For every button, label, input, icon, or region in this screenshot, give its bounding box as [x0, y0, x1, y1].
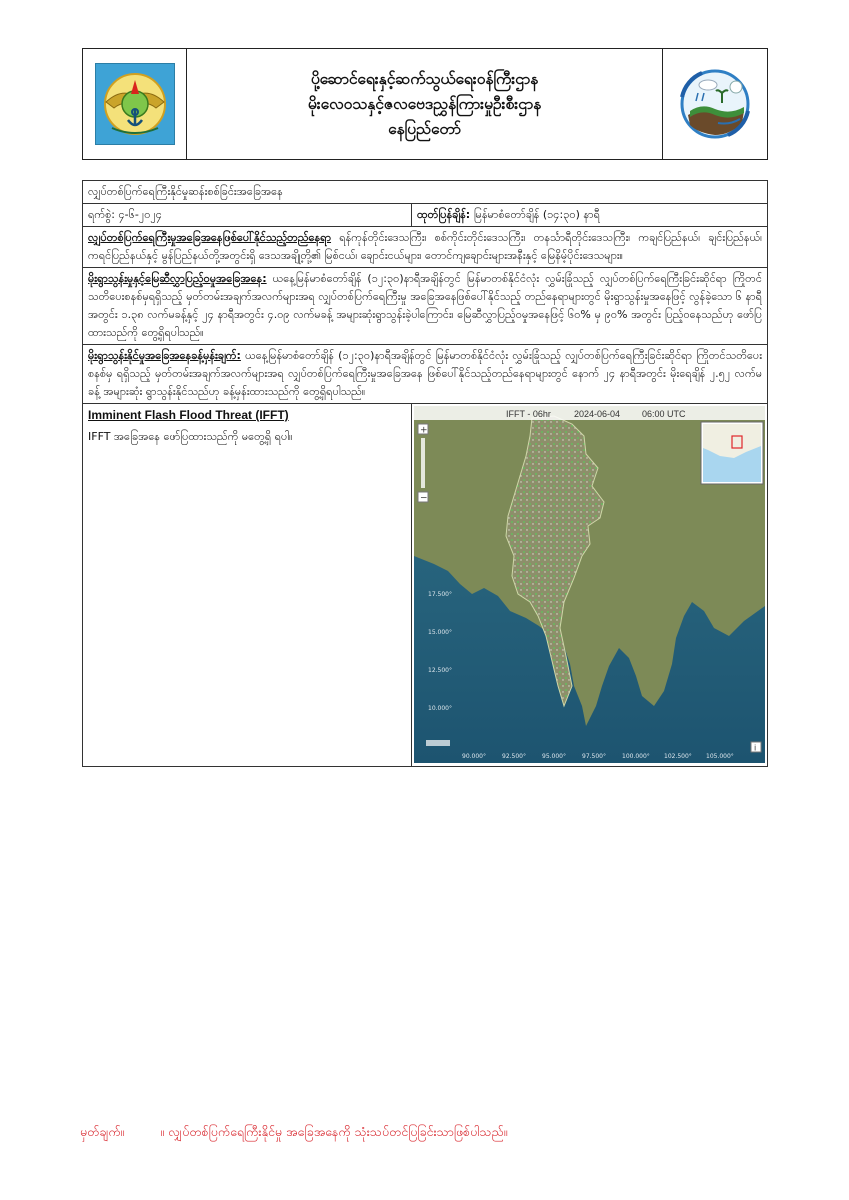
ministry-title — [187, 49, 663, 159]
affected-areas-text: ရန်ကုန်တိုင်းဒေသကြီး၊ စစ်ကိုင်းတိုင်းဒေသကြီး၊ တနင်္သာရီတိုင်းဒေသကြီး၊ ကချင်ပြည်နယ်၊ ချင်းပြည်နယ်၊ ကရင်ပြည်နယ်နှင့် မွန်ပြည်နယ်တို့အတွင်းရှိ ဒေသအချို့တို့၏ မြစ်ငယ်၊ ချောင်းငယ်များ၊ တောင်ကျချောင်းများအနီးနှင့် မြေနိမ့်ပိုင်းဒေသများ။ — [88, 231, 762, 262]
bulletin-title: လျှပ်တစ်ပြက်ရေကြီးနိုင်မှုဆန်းစစ်ခြင်းအခြေအနေ — [83, 181, 768, 204]
footer-note — [80, 1124, 507, 1143]
lat-label: 15.000° — [428, 629, 452, 636]
issue-time-label: ထုတ်ပြန်ချိန်: — [417, 208, 471, 221]
lat-label: 17.500° — [428, 591, 452, 598]
ministry-name: ပို့ဆောင်ရေးနှင့်ဆက်သွယ်ရေးဝန်ကြီးဌာန — [310, 69, 539, 88]
rainfall-forecast-text: ယနေ့မြန်မာစံတော်ချိန် (၁၂:၃၀)နာရီအချိန်တွင် မြန်မာတစ်နိုင်ငံလုံး လွှမ်းခြုံသည့် လျှပ်တစ်ပြက်ရေကြီးခြင်းဆိုင်ရာ ကြိုတင်သတိပေးစနစ်မှ ရရှိသည့် မှတ်တမ်းအချက်အလက်များအရ လျှပ်တစ်ပြက်ရေကြီးမှုအခြေအနေ ဖြစ်ပေါ်နိုင်သည့်တည်နေရာများတွင် နောက် ၂၄ နာရီအတွင်း မိုးရေချိန် ၂.၅၂ လက်မခန့် အများဆုံး ရွာသွန်းနိုင်သည်ဟု ခန့်မှန်းထားသည်ကို တွေ့ရှိရပါသည်။ — [88, 349, 762, 398]
issue-time-cell — [412, 204, 768, 227]
ifft-map-cell — [412, 404, 768, 767]
lon-label: 90.000° — [462, 753, 486, 760]
soil-moisture-heading: မိုးရွာသွန်းမှုနှင့်မြေဆီလွှာပြည့်ဝမှုအခြေအနေ: — [88, 272, 267, 285]
bulletin-table — [82, 180, 768, 767]
soil-moisture-text: ယနေ့မြန်မာစံတော်ချိန် (၁၂:၃၀)နာရီအချိန်တွင် မြန်မာတစ်နိုင်ငံလုံး လွှမ်းခြုံသည့် လျှပ်တစ်ပြက်ရေကြီးခြင်းဆိုင်ရာ ကြိုတင်သတိပေးစနစ်မှရရှိသည့် မှတ်တမ်းအချက်အလက်များအရ လျှပ်တစ်ပြက်ရေကြီးမှု အခြေအနေဖြစ်ပေါ်နိုင်သည့် တည်နေရာများတွင် မိုးရွာသွန်းမှုအနေဖြင့် လွန်ခဲ့သော ၆ နာရီအတွင်း ၁.၃၈ လက်မခန့်နှင့် ၂၄ နာရီအတွင်း ၄.၀၉ လက်မခန့် အများဆုံးရွာသွန်းခဲ့ပါကြောင်း၊ မြေဆီလွှာပြည့်ဝမှုအနေဖြင့် ၆၀% မှ ၉၀% အတွင်း ပြည့်ဝနေသည်ဟု ဖော်ပြထားသည်ကို တွေ့ရှိရပါသည်။ — [88, 272, 762, 339]
department-name: မိုးလေဝသနှင့်ဇလဗေဒညွှန်ကြားမှုဦးစီးဌာန — [307, 94, 542, 113]
location-name: နေပြည်တော် — [388, 119, 461, 138]
hydrological-cycle-globe-icon — [678, 67, 752, 141]
footer-label: မှတ်ချက်။ — [80, 1124, 125, 1139]
lat-label: 10.000° — [428, 705, 452, 712]
rainfall-forecast-section — [83, 345, 768, 404]
lon-label: 102.500° — [664, 753, 692, 760]
ifft-status-text: IFFT အခြေအနေ ဖော်ပြထားသည်ကို မတွေ့ရှိ ရပါ။ — [88, 430, 293, 443]
ifft-title: Imminent Flash Flood Threat (IFFT) — [88, 408, 289, 422]
letterhead — [82, 48, 768, 160]
date-cell — [83, 204, 412, 227]
lon-label: 95.000° — [542, 753, 566, 760]
footer-text: ။ လျှပ်တစ်ပြက်ရေကြီးနိုင်မှု အခြေအနေကို သုံးသပ်တင်ပြခြင်းသာဖြစ်ပါသည်။ — [160, 1124, 508, 1139]
right-logo-cell — [663, 49, 767, 159]
rainfall-forecast-heading: မိုးရွာသွန်းနိုင်မှုအခြေအနေခန့်မှန်းချက်: — [88, 349, 241, 362]
lon-label: 100.000° — [622, 753, 650, 760]
date-value: ၄-၆-၂၀၂၄ — [118, 208, 162, 221]
date-label: ရက်စွဲ: — [88, 208, 115, 221]
lon-label: 97.500° — [582, 753, 606, 760]
map-date-label: 2024-06-04 — [574, 409, 621, 419]
ifft-map[interactable] — [414, 406, 765, 763]
zoom-out-symbol: − — [420, 493, 428, 504]
map-time-label: 06:00 UTC — [642, 409, 686, 419]
lat-label: 12.500° — [428, 667, 452, 674]
affected-areas-section — [83, 227, 768, 268]
zoom-slider[interactable] — [421, 438, 425, 488]
lon-label: 92.500° — [502, 753, 526, 760]
scale-bar — [426, 740, 450, 746]
zoom-in-symbol: + — [420, 425, 428, 436]
ifft-section — [83, 404, 412, 767]
info-icon-glyph: i — [754, 743, 757, 753]
lon-label: 105.000° — [706, 753, 734, 760]
affected-areas-heading: လျှပ်တစ်ပြက်ရေကြီးမှုအခြေအနေဖြစ်ပေါ်နိုင်သည့်တည်နေရာ — [88, 231, 332, 244]
soil-moisture-section — [83, 268, 768, 345]
dmh-emblem-icon — [95, 63, 175, 145]
left-logo-cell — [83, 49, 187, 159]
issue-time-value: မြန်မာစံတော်ချိန် (၁၄:၃၀) နာရီ — [473, 208, 600, 221]
map-product-label: IFFT - 06hr — [506, 409, 551, 419]
